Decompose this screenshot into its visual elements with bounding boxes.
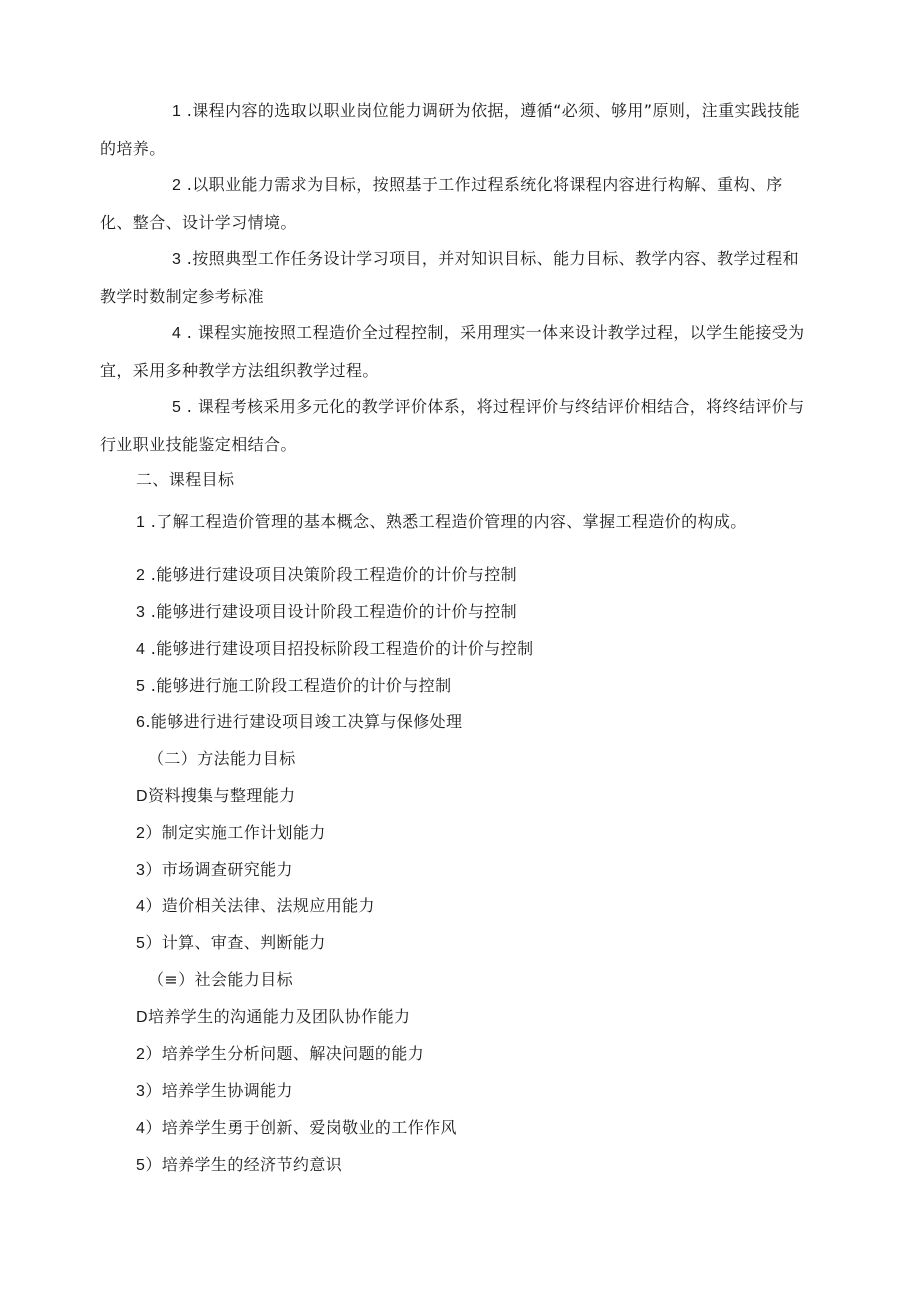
item-number: 1: [136, 514, 146, 531]
section-heading-method-goals: （二）方法能力目标: [148, 749, 296, 768]
item-text: . 课程考核采用多元化的教学评价体系，将过程评价与终结评价相结合，将终结评价与行业职业技能鉴定相结合。: [100, 397, 805, 454]
item-number: 3: [136, 604, 146, 621]
item-text: 培养学生的沟通能力及团队协作能力: [147, 1007, 411, 1026]
knowledge-goal-1: [136, 510, 747, 535]
item-number: D: [136, 788, 148, 805]
item-text: .以职业能力需求为目标，按照基于工作过程系统化将课程内容进行构解、重构、序化、整合、设计学习情境。: [100, 175, 783, 232]
item-text: .按照典型工作任务设计学习项目，并对知识目标、能力目标、教学内容、教学过程和教学时数制定参考标准: [100, 249, 800, 306]
item-number: 3: [136, 1083, 146, 1100]
item-text: .能够进行建设项目招投标阶段工程造价的计价与控制: [145, 639, 534, 658]
item-text: .能够进行施工阶段工程造价的计价与控制: [145, 676, 452, 695]
social-goal-4: [136, 1116, 457, 1141]
item-text: .能够进行进行建设项目竣工决算与保修处理: [145, 712, 463, 731]
knowledge-goal-2: [136, 563, 517, 588]
item-number: 5: [136, 1157, 146, 1174]
item-number: 4: [172, 325, 182, 342]
course-design-item-5: [100, 388, 812, 463]
item-number: 3: [172, 251, 182, 268]
section-heading-course-goals: 二、课程目标: [136, 470, 235, 489]
item-text: .了解工程造价管理的基本概念、熟悉工程造价管理的内容、掌握工程造价的构成。: [145, 512, 747, 531]
item-number: 4: [136, 1120, 146, 1137]
item-number: 5: [136, 935, 146, 952]
item-text: ）计算、审查、判断能力: [145, 933, 326, 952]
social-goal-2: [136, 1042, 424, 1067]
item-text: ）制定实施工作计划能力: [145, 823, 326, 842]
social-goal-3: [136, 1079, 293, 1104]
item-text: . 课程实施按照工程造价全过程控制，采用理实一体来设计教学过程，以学生能接受为宜，采用多种教学方法组织教学过程。: [100, 323, 805, 380]
item-number: 4: [136, 641, 146, 658]
method-goal-5: [136, 931, 326, 956]
item-number: 2: [172, 177, 182, 194]
item-text: ）市场调查研究能力: [145, 860, 293, 879]
knowledge-goal-4: [136, 637, 534, 662]
course-design-item-2: [100, 166, 812, 241]
item-text: .能够进行建设项目决策阶段工程造价的计价与控制: [145, 565, 518, 584]
item-text: ）培养学生勇于创新、爱岗敬业的工作作风: [145, 1118, 457, 1137]
method-goal-4: [136, 894, 375, 919]
item-text: .能够进行建设项目设计阶段工程造价的计价与控制: [145, 602, 518, 621]
item-number: 2: [136, 1046, 146, 1063]
item-number: 2: [136, 825, 146, 842]
item-text: ）培养学生协调能力: [145, 1081, 293, 1100]
social-goal-1: [136, 1005, 410, 1030]
item-number: D: [136, 1009, 148, 1026]
item-text: ）造价相关法律、法规应用能力: [145, 896, 375, 915]
social-goal-5: [136, 1153, 342, 1178]
item-number: 4: [136, 898, 146, 915]
knowledge-goal-5: [136, 674, 452, 699]
method-goal-2: [136, 821, 326, 846]
item-number: 5: [172, 399, 182, 416]
item-number: 2: [136, 567, 146, 584]
item-text: ）培养学生的经济节约意识: [145, 1155, 343, 1174]
item-text: ）培养学生分析问题、解决问题的能力: [145, 1044, 425, 1063]
course-design-item-1: [100, 92, 812, 167]
item-number: 1: [172, 103, 182, 120]
knowledge-goal-6: [136, 710, 462, 735]
method-goal-3: [136, 858, 293, 883]
method-goal-1: [136, 784, 296, 809]
item-number: 6: [136, 714, 146, 731]
item-number: 5: [136, 678, 146, 695]
item-text: 资料搜集与整理能力: [147, 786, 296, 805]
course-design-item-3: [100, 240, 812, 315]
item-number: 3: [136, 862, 146, 879]
knowledge-goal-3: [136, 600, 517, 625]
section-heading-social-goals: （≡）社会能力目标: [148, 970, 294, 989]
course-design-item-4: [100, 314, 812, 389]
item-text: .课程内容的选取以职业岗位能力调研为依据，遵循“必须、够用”原则，注重实践技能的培养。: [100, 101, 801, 158]
